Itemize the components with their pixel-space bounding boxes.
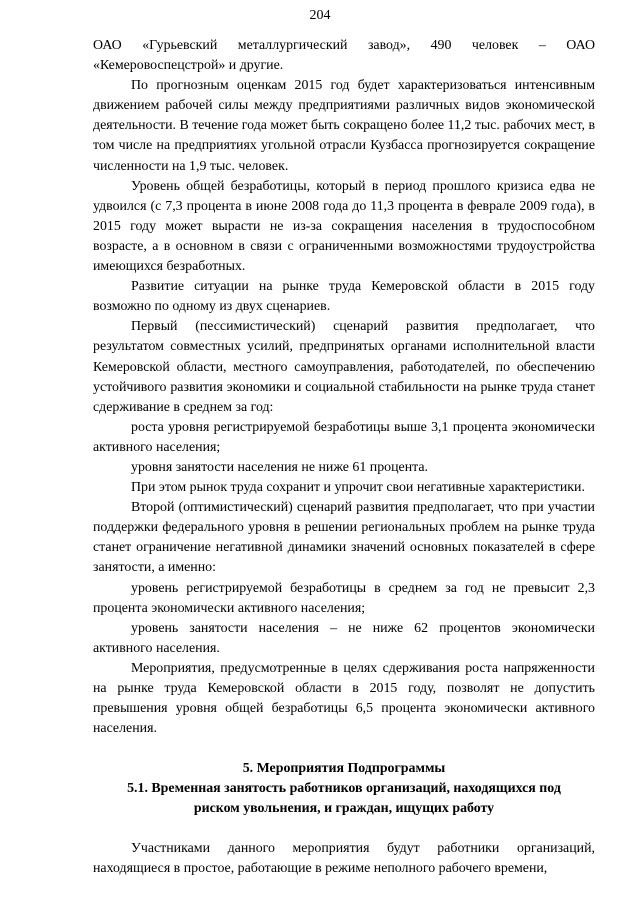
paragraph-unemployment: Уровень общей безработицы, который в период прошлого кризиса едва не удвоился (с 7,3 процента в июне 2008 года до 11,3 процента в феврале 2009 года), в 2015 году может вырасти не из-за сокращения населения в трудоспособном возрасте, а в основном в связи с ограниченными возможностями трудоустройства имеющихся безработных. [93, 178, 595, 275]
paragraph-continuation: ОАО «Гурьевский металлургический завод», 490 человек – ОАО «Кемеровоспецстрой» и другие. [93, 38, 595, 74]
paragraph-optimistic-scenario: Второй (оптимистический) сценарий развития предполагает, что при участии поддержки федерального уровня в решении региональных проблем на рынке труда станет ограничение негативной динамики значений основных показателей в сфере занятости, а именно: [93, 500, 595, 576]
paragraph-scenarios-intro: Развитие ситуации на рынке труда Кемеровской области в 2015 году возможно по одному из двух сценариев. [93, 279, 595, 315]
paragraph-measures: Мероприятия, предусмотренные в целях сдерживания роста напряженности на рынке труда Кемеровской области в 2015 году, позволят не допустить превышения уровня общей безработицы 6,5 процента экономически активного населения. [93, 660, 595, 737]
paragraph-pessimistic-item-1: роста уровня регистрируемой безработицы выше 3,1 процента экономически активного населения; [93, 419, 595, 455]
paragraph-participants: Участниками данного мероприятия будут работники организаций, находящиеся в простое, работающие в режиме неполного рабочего времени, [93, 841, 595, 877]
paragraph-pessimistic-scenario: Первый (пессимистический) сценарий развития предполагает, что результатом совместных усилий, предпринятых органами исполнительной власти Кемеровской области, местного самоуправления, работодателей, по обеспечению устойчивого развития экономики и социальной стабильности на рынке труда станет сдерживание в среднем за год: [93, 319, 595, 415]
paragraph-pessimistic-item-2: уровня занятости населения не ниже 61 процента. [131, 459, 429, 475]
page-number: 204 [309, 8, 331, 23]
section-title: 5. Мероприятия Подпрограммы [242, 761, 446, 777]
section-subtitle-line-2: риском увольнения, и граждан, ищущих работу [193, 801, 495, 817]
section-heading [93, 759, 595, 819]
document-body [93, 36, 595, 879]
paragraph-optimistic-item-1: уровень регистрируемой безработицы в среднем за год не превысит 2,3 процента экономически активного населения; [93, 580, 595, 616]
paragraph-optimistic-item-2: уровень занятости населения – не ниже 62 процентов экономически активного населения. [93, 620, 595, 656]
section-subtitle-line-1: 5.1. Временная занятость работников организаций, находящихся под [127, 781, 561, 797]
paragraph-pessimistic-outcome: При этом рынок труда сохранит и упрочит свои негативные характеристики. [131, 480, 585, 496]
paragraph-forecast: По прогнозным оценкам 2015 год будет характеризоваться интенсивным движением рабочей силы между предприятиями различных видов экономической деятельности. В течение года может быть сокращено более 11,2 тыс. рабочих мест, в том числе на предприятиях угольной отрасли Кузбасса прогнозируется сокращение численности на 1,9 тыс. человек. [93, 78, 595, 174]
